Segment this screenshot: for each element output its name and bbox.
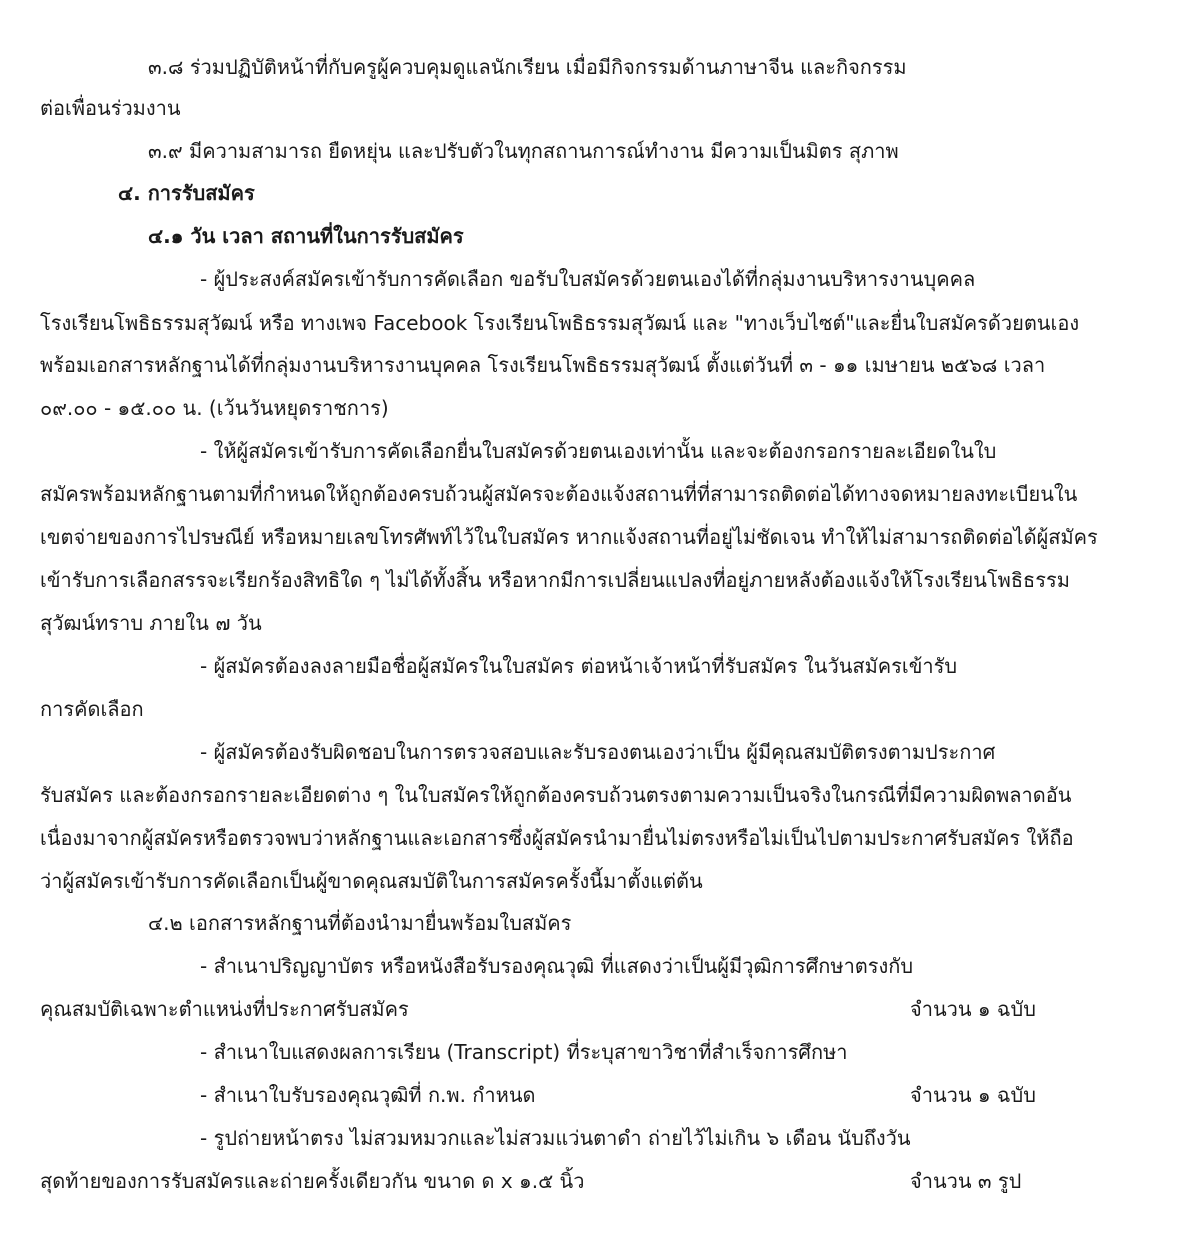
text-line: พร้อมเอกสารหลักฐานได้ที่กลุ่มงานบริหารงานบุคคล โรงเรียนโพธิธรรมสุวัฒน์ ตั้งแต่วันที่ ๓ - ๑๑ เมษายน ๒๕๖๘ เวลา	[40, 353, 1046, 377]
text-line: สุวัฒน์ทราบ ภายใน ๗ วัน	[40, 611, 262, 635]
text-line: ๓.๘ ร่วมปฏิบัติหน้าที่กับครูผู้ควบคุมดูแลนักเรียน เมื่อมีกิจกรรมด้านภาษาจีน และกิจกรรม	[148, 55, 907, 79]
text-line: โรงเรียนโพธิธรรมสุวัฒน์ หรือ ทางเพจ Facebook โรงเรียนโพธิธรรมสุวัฒน์ และ "ทางเว็บไซต์"และยื่นใบสมัครด้วยตนเอง	[40, 311, 1080, 335]
text-line: ๐๙.๐๐ - ๑๕.๐๐ น. (เว้นวันหยุดราชการ)	[40, 396, 389, 420]
quantity-label: จำนวน ๓ รูป	[910, 1169, 1022, 1193]
section-heading: ๔. การรับสมัคร	[118, 181, 255, 205]
text-line: - สำเนาปริญญาบัตร หรือหนังสือรับรองคุณวุฒิ ที่แสดงว่าเป็นผู้มีวุฒิการศึกษาตรงกับ	[200, 954, 914, 978]
text-line: สมัครพร้อมหลักฐานตามที่กำหนดให้ถูกต้องครบถ้วนผู้สมัครจะต้องแจ้งสถานที่ที่สามารถติดต่อได้ทางจดหมายลงทะเบียนใน	[40, 482, 1078, 506]
text-line: - สำเนาใบแสดงผลการเรียน (Transcript) ที่ระบุสาขาวิชาที่สำเร็จการศึกษา	[200, 1040, 848, 1064]
text-line: เขตจ่ายของการไปรษณีย์ หรือหมายเลขโทรศัพท์ไว้ในใบสมัคร หากแจ้งสถานที่อยู่ไม่ชัดเจน ทำให้ไม่สามารถติดต่อได้ผู้สมัคร	[40, 525, 1098, 549]
text-line: ต่อเพื่อนร่วมงาน	[40, 96, 181, 120]
text-line: เข้ารับการเลือกสรรจะเรียกร้องสิทธิใด ๆ ไม่ได้ทั้งสิ้น หรือหากมีการเปลี่ยนแปลงที่อยู่ภายหลังต้องแจ้งให้โรงเรียนโพธิธรรม	[40, 568, 1070, 592]
quantity-label: จำนวน ๑ ฉบับ	[910, 997, 1036, 1021]
text-line: - ผู้สมัครต้องลงลายมือชื่อผู้สมัครในใบสมัคร ต่อหน้าเจ้าหน้าที่รับสมัคร ในวันสมัครเข้ารับ	[200, 654, 958, 678]
text-line: การคัดเลือก	[40, 697, 144, 721]
text-line: ๓.๙ มีความสามารถ ยืดหยุ่น และปรับตัวในทุกสถานการณ์ทำงาน มีความเป็นมิตร สุภาพ	[148, 139, 899, 163]
text-line: - ผู้ประสงค์สมัครเข้ารับการคัดเลือก ขอรับใบสมัครด้วยตนเองได้ที่กลุ่มงานบริหารงานบุคคล	[200, 267, 976, 291]
text-line: - ผู้สมัครต้องรับผิดชอบในการตรวจสอบและรับรองตนเองว่าเป็น ผู้มีคุณสมบัติตรงตามประกาศ	[200, 740, 996, 764]
text-line: - รูปถ่ายหน้าตรง ไม่สวมหมวกและไม่สวมแว่นตาดำ ถ่ายไว้ไม่เกิน ๖ เดือน นับถึงวัน	[200, 1126, 911, 1150]
text-line: - สำเนาใบรับรองคุณวุฒิที่ ก.พ. กำหนด	[200, 1083, 536, 1107]
subsection-heading: ๔.๑ วัน เวลา สถานที่ในการรับสมัคร	[148, 224, 464, 248]
text-line: ว่าผู้สมัครเข้ารับการคัดเลือกเป็นผู้ขาดคุณสมบัติในการสมัครครั้งนี้มาตั้งแต่ต้น	[40, 869, 703, 893]
text-line: สุดท้ายของการรับสมัครและถ่ายครั้งเดียวกัน ขนาด ด x ๑.๕ นิ้ว	[40, 1169, 585, 1193]
text-line: เนื่องมาจากผู้สมัครหรือตรวจพบว่าหลักฐานและเอกสารซึ่งผู้สมัครนำมายื่นไม่ตรงหรือไม่เป็นไปตามประกาศรับสมัคร ให้ถือ	[40, 826, 1074, 850]
text-line: - ให้ผู้สมัครเข้ารับการคัดเลือกยื่นใบสมัครด้วยตนเองเท่านั้น และจะต้องกรอกรายละเอียดในใบ	[200, 439, 997, 463]
text-line: คุณสมบัติเฉพาะตำแหน่งที่ประกาศรับสมัคร	[40, 997, 409, 1021]
subsection-heading: ๔.๒ เอกสารหลักฐานที่ต้องนำมายื่นพร้อมใบสมัคร	[148, 911, 572, 935]
quantity-label: จำนวน ๑ ฉบับ	[910, 1083, 1036, 1107]
text-line: รับสมัคร และต้องกรอกรายละเอียดต่าง ๆ ในใบสมัครให้ถูกต้องครบถ้วนตรงตามความเป็นจริงในกรณีที่มีความผิดพลาดอัน	[40, 783, 1072, 807]
